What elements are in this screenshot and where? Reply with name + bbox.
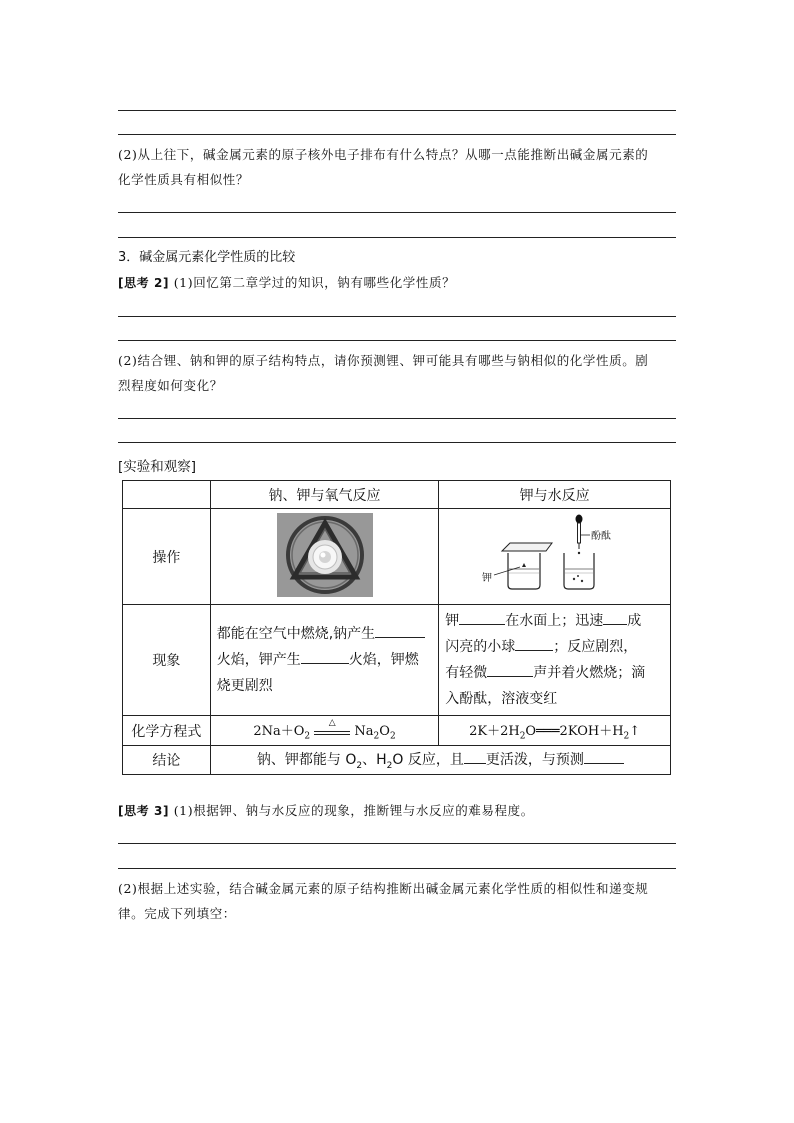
answer-line (118, 110, 676, 111)
experiment-label: [实验和观察] (118, 459, 197, 475)
oxygen-equation: $2Na+O_2$ △ $Na_2O_2$ (210, 716, 439, 746)
col-water-header: 钾与水反应 (439, 481, 671, 509)
potassium-label: 钾 (481, 572, 492, 584)
answer-line (118, 418, 676, 419)
water-phenomenon: 钾 在水面上；迅速 成 闪亮的小球 ；反应剧烈， 有轻微 声并着火燃烧；滴 入酚酞，溶液变红 (439, 605, 671, 716)
think3-q1: [思考 3] (1)根据钾、钠与水反应的现象，推断锂与水反应的难易程度。 (118, 803, 534, 818)
potassium-water-diagram (480, 513, 630, 597)
operation-label: 操作 (123, 509, 211, 605)
section-heading: 3．碱金属元素化学性质的比较 (118, 250, 296, 265)
fill-blank[interactable] (584, 749, 624, 764)
fill-blank[interactable] (464, 749, 486, 764)
experiment-table (122, 480, 671, 775)
phenomenon-row (123, 605, 671, 716)
water-equation: $2K+2H_2O═══2KOH+H_2↑$ (439, 716, 671, 746)
operation-row (123, 509, 671, 605)
conclusion-label: 结论 (123, 746, 211, 775)
question-electron-config: (2)从上往下，碱金属元素的原子核外电子排布有什么特点？从哪一点能推断出碱金属元素的 化学性质具有相似性？ (118, 147, 649, 187)
combustion-photo (277, 513, 373, 597)
reaction-arrow: △ (314, 729, 350, 735)
fill-blank[interactable] (515, 636, 553, 651)
water-diagram-cell (439, 509, 671, 605)
fill-blank[interactable] (375, 623, 425, 638)
fill-blank[interactable] (487, 662, 533, 677)
phenolphthalein-label: 酚酞 (590, 530, 611, 542)
answer-line (118, 442, 676, 443)
equation-row (123, 716, 671, 746)
fill-blank[interactable] (603, 610, 627, 625)
answer-line (118, 212, 676, 213)
header-empty-cell (123, 481, 211, 509)
fill-blank[interactable] (459, 610, 505, 625)
table-header-row (123, 481, 671, 509)
oxygen-phenomenon: 都能在空气中燃烧,钠产生 火焰，钾产生 火焰，钾燃 烧更剧烈 (210, 605, 439, 716)
answer-line (118, 843, 676, 844)
think2-q1: [思考 2] (1)回忆第二章学过的知识，钠有哪些化学性质？ (118, 275, 456, 290)
fill-blank[interactable] (301, 649, 349, 664)
think-tag: [思考 3] (118, 804, 170, 818)
think-tag: [思考 2] (118, 276, 170, 290)
answer-line (118, 237, 676, 238)
col-oxygen-header: 钠、钾与氧气反应 (210, 481, 439, 509)
answer-line (118, 316, 676, 317)
phenomenon-label: 现象 (123, 605, 211, 716)
answer-line (118, 134, 676, 135)
think3-q2: (2)根据上述实验，结合碱金属元素的原子结构推断出碱金属元素化学性质的相似性和递变规 律。完成下列填空： (118, 881, 649, 921)
conclusion-text: 钠、钾都能与 $O_2$、$H_2O$ 反应，且 更活泼，与预测 (210, 746, 670, 775)
oxygen-photo-cell (210, 509, 439, 605)
think2-q2: (2)结合锂、钠和钾的原子结构特点，请你预测锂、钾可能具有哪些与钠相似的化学性质。剧 烈程度如何变化？ (118, 353, 649, 393)
answer-line (118, 340, 676, 341)
answer-line (118, 868, 676, 869)
conclusion-row (123, 746, 671, 775)
equation-label: 化学方程式 (123, 716, 211, 746)
